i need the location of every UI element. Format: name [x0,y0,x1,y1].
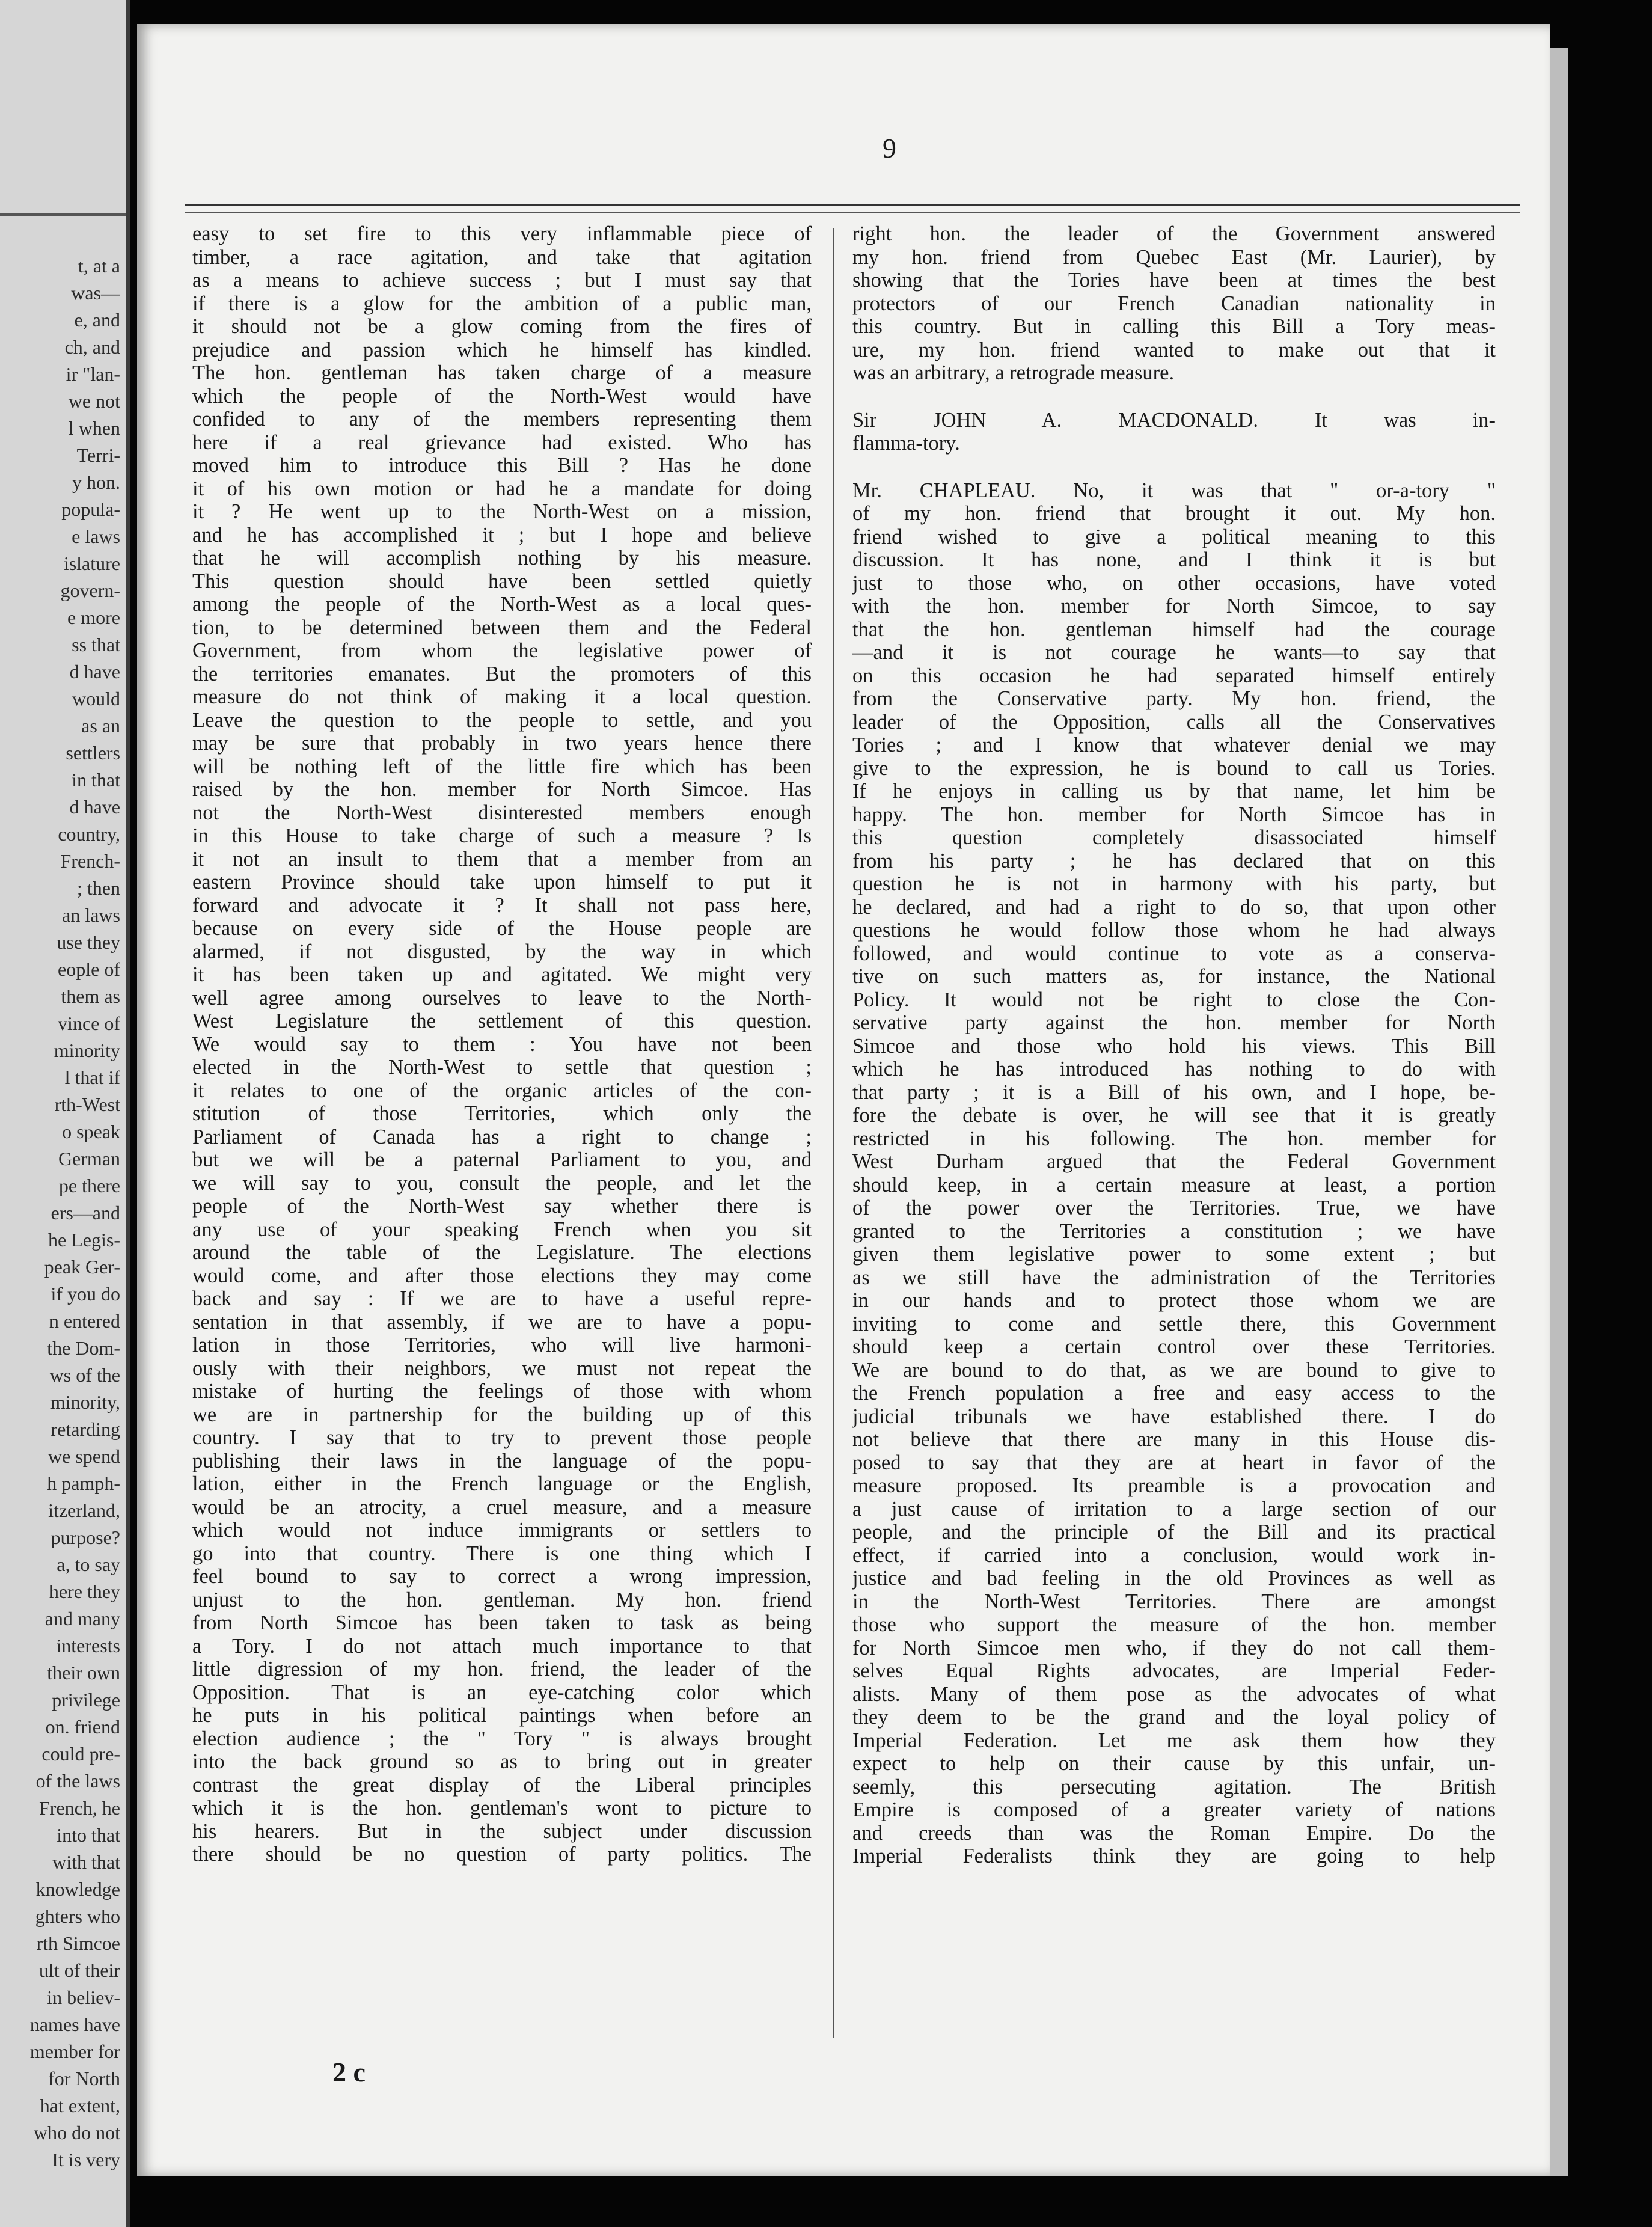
text-line: inviting to come and settle there, this Government [852,1312,1496,1335]
text-line: a Tory. I do not attach much importance to that [192,1634,812,1658]
text-line: go into that country. There is one thing which I [192,1542,812,1565]
text-line: expect to help on their cause by this unfair, un- [852,1752,1496,1775]
fragment-line: e, and [74,309,120,331]
text-line: elected in the North-West to settle that question ; [192,1056,812,1079]
fragment-line: them as [61,985,120,1007]
fragment-line: who do not [34,2122,120,2143]
page-edge [1550,48,1568,2176]
fragment-line: d have [69,796,120,818]
text-line: unjust to the hon. gentleman. My hon. friend [192,1588,812,1611]
text-line: posed to say that they are at heart in favor of the [852,1451,1496,1474]
fragment-line: eople of [58,958,120,980]
fragment-line: their own [47,1662,120,1683]
fragment-line: ult of their [38,1959,120,1981]
text-line: which would not induce immigrants or settlers to [192,1519,812,1542]
text-line: into the back ground so as to bring out in greater [192,1750,812,1773]
text-line: if there is a glow for the ambition of a public man, [192,292,812,315]
fragment-line: d have [69,661,120,682]
text-line: alarmed, if not disgusted, by the way in which [192,940,812,963]
text-line: people of the North-West say whether there is [192,1195,812,1218]
text-line: servative party against the hon. member for North [852,1011,1496,1034]
text-line: as we still have the administration of the Territories [852,1266,1496,1289]
fragment-line: and many [44,1608,120,1629]
column-divider [833,228,834,2038]
text-line: friend wished to give a political meaning to this [852,525,1496,548]
text-line: easy to set fire to this very inflammable piece of [192,222,812,245]
fragment-line: privilege [52,1689,120,1711]
fragment-line: would [72,688,120,709]
text-line: country. I say that to try to prevent those people [192,1426,812,1449]
fragment-line: with that [52,1851,120,1873]
text-line: effect, if carried into a conclusion, would work in- [852,1543,1496,1567]
text-line: may be sure that probably in two years hence there [192,732,812,755]
fragment-line: o speak [62,1121,120,1142]
fragment-line: e laws [72,525,120,547]
text-line: restricted in his following. The hon. member for [852,1127,1496,1150]
fragment-line: interests [56,1635,120,1656]
text-line: well agree among ourselves to leave to the North- [192,986,812,1009]
text-line: from the Conservative party. My hon. friend, the [852,687,1496,710]
fragment-line: he Legis- [48,1229,120,1251]
text-line: would come, and after those elections they may come [192,1264,812,1287]
text-line: Imperial Federation. Let me ask them how they [852,1729,1496,1752]
text-line: ously with their neighbors, we must not repeat the [192,1356,812,1380]
text-line: for North Simcoe men who, if they do not call them- [852,1636,1496,1659]
fragment-line: l when [68,417,120,439]
fragment-line: a, to say [57,1554,120,1575]
fragment-line: ir "lan- [66,363,120,385]
text-line: justice and bad feeling in the old Provinces as well as [852,1567,1496,1590]
text-line: timber, a race agitation, and take that agitation [192,245,812,269]
text-line: as a means to achieve success ; but I must say that [192,269,812,292]
text-line: The hon. gentleman has taken charge of a measure [192,361,812,384]
text-line: his hearers. But in the subject under discussion [192,1819,812,1843]
text-line: sentation in that assembly, if we are to have a popu- [192,1310,812,1334]
fragment-line: ws of the [49,1364,120,1386]
text-line: not the North-West disinterested members enough [192,801,812,824]
text-line: here if a real grievance had existed. Who has [192,430,812,454]
text-line: it of his own motion or had he a mandate for doing [192,477,812,500]
signature-mark: 2 c [332,2057,366,2088]
fragment-line: we spend [48,1445,120,1467]
fragment-line: popula- [61,498,120,520]
fragment-line: Terri- [76,444,120,466]
text-line: that the hon. gentleman himself had the courage [852,617,1496,641]
fragment-line: ; then [77,877,120,899]
text-line: right hon. the leader of the Government answered [852,222,1496,245]
text-line: on this occasion he had separated himself entirely [852,664,1496,687]
fragment-line: l that if [64,1067,120,1088]
text-line: and he has accomplished it ; but I hope and believe [192,523,812,547]
text-line: people, and the principle of the Bill and its practical [852,1521,1496,1543]
fragment-line: for North [48,2068,120,2089]
text-line: Imperial Federalists think they are going to help [852,1845,1496,1867]
fragment-line: use they [57,931,120,953]
text-line: We are bound to do that, as we are bound to give to [852,1358,1496,1382]
text-line: that he will accomplish nothing by his measure. [192,547,812,569]
text-line: which he has introduced has nothing to do with [852,1058,1496,1080]
text-line: question he is not in harmony with his party, but [852,872,1496,895]
fragment-line: on. friend [45,1716,120,1738]
text-line: If he enjoys in calling us by that name, let him be [852,780,1496,803]
text-line: West Legislature the settlement of this question. [192,1009,812,1032]
text-line: with the hon. member for North Simcoe, to say [852,595,1496,617]
text-column-right [852,222,1496,1868]
fragment-line: t, at a [78,255,120,277]
text-line: happy. The hon. member for North Simcoe has in [852,803,1496,826]
fragment-line: settlers [66,742,120,764]
fragment-line: retarding [50,1418,120,1440]
fragment-line: knowledge [35,1878,120,1900]
text-line: of my hon. friend that brought it out. My hon. [852,502,1496,525]
text-line: the territories emanates. But the promoters of this [192,662,812,685]
text-line: prejudice and passion which he himself has kindled. [192,338,812,361]
text-line: it has been taken up and agitated. We might very [192,963,812,986]
fragment-line: h pamph- [47,1472,120,1494]
text-line: they deem to be the grand and the loyal policy of [852,1706,1496,1729]
text-line: which it is the hon. gentleman's wont to picture to [192,1797,812,1819]
text-line: of the power over the Territories. True, we have [852,1196,1496,1219]
text-line: publishing their laws in the language of the popu- [192,1449,812,1472]
text-line: granted to the Territories a constitution ; we have [852,1219,1496,1243]
fragment-line: ss that [72,634,120,655]
text-line: we are in partnership for the building up of this [192,1403,812,1426]
text-line: should keep, in a certain measure at least, a portion [852,1173,1496,1196]
fragment-line: ch, and [64,336,120,358]
fragment-line: member for [29,2041,120,2062]
text-line: Government, from whom the legislative power of [192,639,812,662]
text-line: measure proposed. Its preamble is a provocation and [852,1474,1496,1497]
text-line: those who support the measure of the hon. member [852,1613,1496,1636]
text-line: mistake of hurting the feelings of those with whom [192,1380,812,1403]
text-line: tion, to be determined between them and the Federal [192,616,812,639]
text-line: moved him to introduce this Bill ? Has he done [192,454,812,477]
text-line: Tories ; and I know that whatever denial we may [852,734,1496,756]
document-page [137,24,1550,2176]
text-line: judicial tribunals we have established there. I do [852,1405,1496,1428]
text-line: a just cause of irritation to a large section of our [852,1497,1496,1521]
text-line: given them legislative power to some extent ; but [852,1243,1496,1266]
text-line: back and say : If we are to have a useful repre- [192,1287,812,1310]
text-line: little digression of my hon. friend, the leader of the [192,1658,812,1680]
text-line: showing that the Tories have been at times the best [852,269,1496,292]
text-line: West Durham argued that the Federal Government [852,1150,1496,1173]
text-line: just to those who, on other occasions, have voted [852,571,1496,595]
fragment-line: purpose? [50,1527,120,1548]
text-line: Opposition. That is an eye-catching color which [192,1680,812,1704]
fragment-line: here they [49,1581,120,1602]
text-line: should keep a certain control over these Territories. [852,1335,1496,1358]
fragment-line: names have [29,2014,120,2035]
text-line: among the people of the North-West as a local ques- [192,593,812,616]
text-line: ure, my hon. friend wanted to make out that it [852,338,1496,361]
fragment-line: vince of [58,1012,120,1034]
text-line: the French population a free and easy access to the [852,1382,1496,1405]
text-line: eastern Province should take upon himself to put it [192,871,812,893]
text-line: it should not be a glow coming from the fires of [192,315,812,338]
text-line: —and it is not courage he wants—to say that [852,641,1496,664]
fragment-line: in believ- [47,1987,120,2008]
text-line: from North Simcoe has been taken to task as being [192,1611,812,1634]
fragment-line: itzerland, [48,1499,120,1521]
fragment-line: as an [81,715,120,737]
text-line: Simcoe and those who hold his views. This Bill [852,1034,1496,1058]
text-line: he puts in his political paintings when before an [192,1704,812,1727]
text-line: election audience ; the " Tory " is always brought [192,1727,812,1750]
fragment-line: if you do [50,1283,120,1305]
text-line: in the North-West Territories. There are amongst [852,1590,1496,1613]
text-line: it relates to one of the organic articles of the con- [192,1079,812,1102]
text-line: We would say to them : You have not been [192,1032,812,1056]
fragment-line: was— [71,282,120,304]
fragment-line: y hon. [72,471,120,493]
fragment-line: ghters who [35,1905,120,1927]
text-line: Mr. CHAPLEAU. No, it was that " or-a-tory " [852,479,1496,502]
header-rule-thin [185,212,1520,213]
text-line: any use of your speaking French when you sit [192,1218,812,1241]
text-line: Policy. It would not be right to close the Con- [852,988,1496,1011]
fragment-line: in that [72,769,120,791]
text-line: in our hands and to protect those whom we are [852,1289,1496,1312]
text-line: and creeds than was the Roman Empire. Do the [852,1821,1496,1845]
text-line: forward and advocate it ? It shall not pass here, [192,893,812,917]
fragment-line: the Dom- [47,1337,120,1359]
fragment-line: French, he [38,1797,120,1819]
text-line: will be nothing left of the little fire which has been [192,755,812,778]
text-line: alists. Many of them pose as the advocates of what [852,1682,1496,1706]
text-line: because on every side of the House people are [192,917,812,940]
fragment-line: hat extent, [40,2095,120,2116]
text-line: from his party ; he has declared that on this [852,849,1496,872]
text-line: give to the expression, he is bound to call us Tories. [852,756,1496,780]
text-line: raised by the hon. member for North Simcoe. Has [192,778,812,801]
fragment-line: minority, [50,1391,120,1413]
fragment-line: of the laws [35,1770,120,1792]
text-line: confided to any of the members representing them [192,408,812,430]
text-line: this country. But in calling this Bill a Tory meas- [852,315,1496,338]
fragment-line: islature [63,553,120,574]
text-line: tive on such matters as, for instance, the National [852,965,1496,988]
fragment-line: ers—and [50,1202,120,1224]
fragment-line: It is very [52,2149,120,2170]
text-line: leader of the Opposition, calls all the Conservatives [852,710,1496,734]
fragment-line: country, [58,823,120,845]
text-line: This question should have been settled quietly [192,569,812,593]
text-line: stitution of those Territories, which only the [192,1102,812,1125]
text-line: which the people of the North-West would have [192,384,812,408]
fragment-line: German [58,1148,120,1169]
text-line: Leave the question to the people to settle, and you [192,708,812,732]
text-line: in this House to take charge of such a measure ? Is [192,824,812,847]
text-line: there should be no question of party politics. The [192,1843,812,1866]
adjacent-page-text [0,253,120,2173]
text-line: followed, and would continue to vote as a conserva- [852,942,1496,965]
text-line: discussion. It has none, and I think it is but [852,548,1496,571]
header-rule [185,204,1520,206]
text-line: measure do not think of making it a local question. [192,685,812,708]
text-line: was an arbitrary, a retrograde measure. [852,361,1175,384]
text-line: fore the debate is over, he will see that it is greatly [852,1104,1496,1127]
text-line: that party ; it is a Bill of his own, and I hope, be- [852,1080,1496,1104]
fragment-line: n entered [49,1310,120,1332]
text-line: around the table of the Legislature. The elections [192,1241,812,1264]
text-line: Empire is composed of a greater variety of nations [852,1798,1496,1821]
fragment-line: we not [68,390,120,412]
text-line: but we will be a paternal Parliament to you, and [192,1148,812,1171]
text-line: would be an atrocity, a cruel measure, and a measure [192,1495,812,1519]
fragment-line: could pre- [41,1743,120,1765]
text-line: flamma-tory. [852,432,960,455]
fragment-line: minority [54,1040,120,1061]
fragment-line: rth Simcoe [36,1932,120,1954]
text-line: feel bound to say to correct a wrong impression, [192,1565,812,1588]
text-line: this question completely disassociated himself [852,826,1496,849]
text-line: he declared, and had a right to do so, that upon other [852,895,1496,919]
fragment-line: pe there [58,1175,120,1196]
text-line: we will say to you, consult the people, and let the [192,1171,812,1195]
text-line: Sir JOHN A. MACDONALD. It was in- [852,408,1496,432]
text-line: lation, either in the French language or the English, [192,1472,812,1495]
text-line: protectors of our French Canadian nationality in [852,292,1496,315]
text-line: seemly, this persecuting agitation. The British [852,1775,1496,1798]
text-line: my hon. friend from Quebec East (Mr. Laurier), by [852,245,1496,269]
text-line: lation in those Territories, who will live harmoni- [192,1334,812,1356]
fragment-line: French- [60,850,120,872]
text-line: Parliament of Canada has a right to change ; [192,1125,812,1148]
fragment-line: an laws [62,904,120,926]
page-number: 9 [883,133,896,164]
text-line: not believe that there are many in this House dis- [852,1428,1496,1451]
text-line: selves Equal Rights advocates, are Imperial Feder- [852,1659,1496,1682]
fragment-line: e more [67,607,120,628]
fragment-line: peak Ger- [44,1256,120,1278]
fragment-line: into that [57,1824,120,1846]
text-line: it not an insult to them that a member from an [192,847,812,871]
fragment-line: govern- [60,580,120,601]
text-line: questions he would follow those whom he had always [852,919,1496,942]
text-line: it ? He went up to the North-West on a mission, [192,500,812,523]
text-column-left [192,222,812,1866]
text-line: contrast the great display of the Liberal principles [192,1773,812,1797]
fragment-line: rth-West [54,1094,120,1115]
adjacent-page-fragment [0,0,130,2227]
